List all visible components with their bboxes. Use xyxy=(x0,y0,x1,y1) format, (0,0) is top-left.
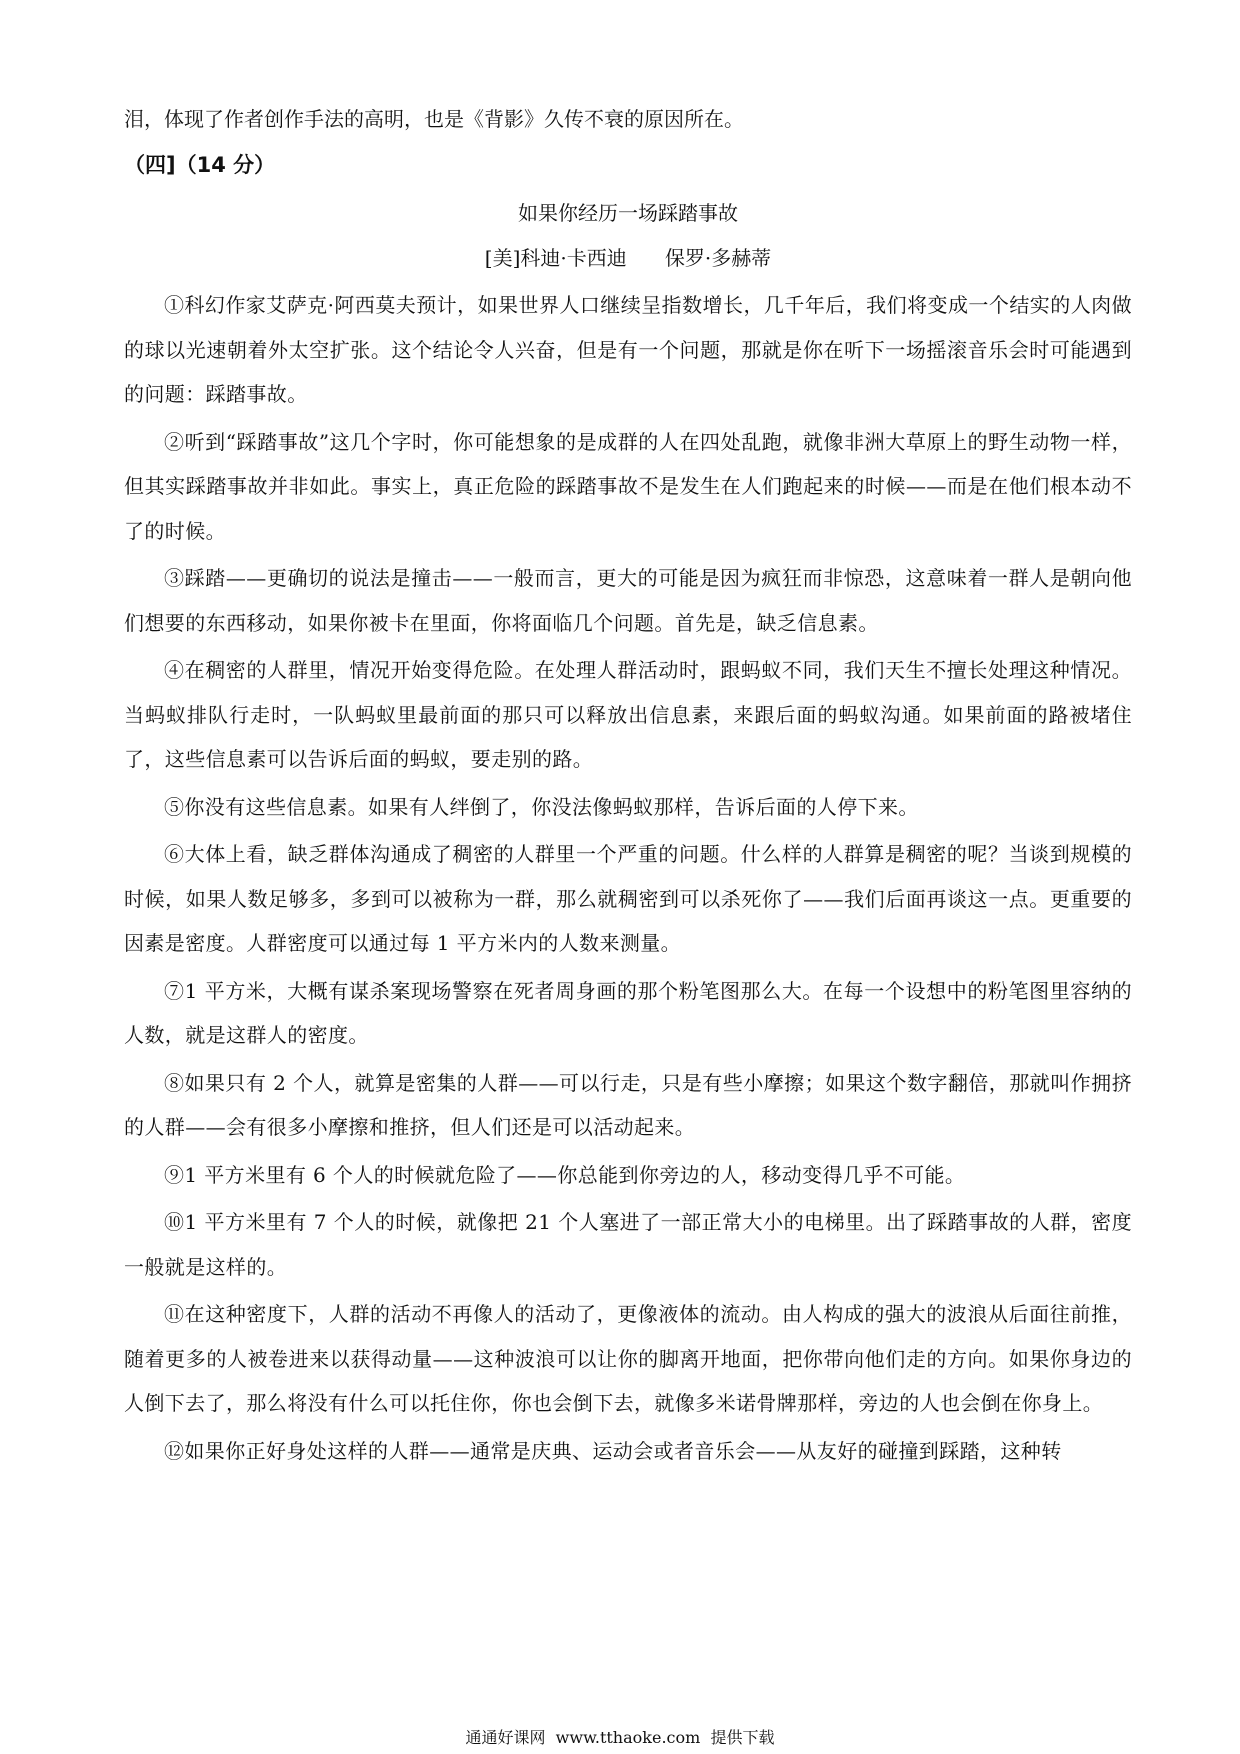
paragraph-5: ⑤你没有这些信息素。如果有人绊倒了，你没法像蚂蚁那样，告诉后面的人停下来。 xyxy=(164,794,919,819)
paragraph-2: ②听到“踩踏事故”这几个字时，你可能想象的是成群的人在四处乱跑，就像非洲大草原上的野生动物一样，但其实踩踏事故并非如此。事实上，真正危险的踩踏事故不是发生在人们跑起来的时候——而是在他们根本动不了的时候。 xyxy=(124,429,1132,543)
article-author: [美]科迪·卡西迪 保罗·多赫蒂 xyxy=(484,246,772,270)
section-heading: （四]（14 分） xyxy=(124,153,276,177)
paragraph-11: ⑪在这种密度下，人群的活动不再像人的活动了，更像液体的流动。由人构成的强大的波浪从后面往前推，随着更多的人被卷进来以获得动量——这种波浪可以让你的脚离开地面，把你带向他们走的方向。如果你身边的人倒下去了，那么将没有什么可以托住你，你也会倒下去，就像多米诺骨牌那样，旁边的人也会倒在你身上。 xyxy=(124,1302,1132,1415)
page-content xyxy=(124,96,1132,1476)
paragraph-12: ⑫如果你正好身处这样的人群——通常是庆典、运动会或者音乐会——从友好的碰撞到踩踏，这种转 xyxy=(164,1438,1062,1463)
continuation-line: 泪，体现了作者创作手法的高明，也是《背影》久传不衰的原因所在。 xyxy=(124,107,744,131)
paragraph-4: ④在稠密的人群里，情况开始变得危险。在处理人群活动时，跟蚂蚁不同，我们天生不擅长处理这种情况。当蚂蚁排队行走时，一队蚂蚁里最前面的那只可以释放出信息素，来跟后面的蚂蚁沟通。如果前面的路被堵住了，这些信息素可以告诉后面的蚂蚁，要走别的路。 xyxy=(124,658,1132,771)
footer-text: 通通好课网 www.tthaoke.com 提供下载 xyxy=(465,1728,775,1747)
paragraph-9: ⑨1 平方米里有 6 个人的时候就危险了——你总能到你旁边的人，移动变得几乎不可能。 xyxy=(164,1162,966,1187)
paragraph-8: ⑧如果只有 2 个人，就算是密集的人群——可以行走，只是有些小摩擦；如果这个数字翻倍，那就叫作拥挤的人群——会有很多小摩擦和推挤，但人们还是可以活动起来。 xyxy=(124,1070,1132,1139)
paragraph-7: ⑦1 平方米，大概有谋杀案现场警察在死者周身画的那个粉笔图那么大。在每一个设想中的粉笔图里容纳的人数，就是这群人的密度。 xyxy=(124,978,1132,1047)
paragraph-6: ⑥大体上看，缺乏群体沟通成了稠密的人群里一个严重的问题。什么样的人群算是稠密的呢？当谈到规模的时候，如果人数足够多，多到可以被称为一群，那么就稠密到可以杀死你了——我们后面再谈这一点。更重要的因素是密度。人群密度可以通过每 1 平方米内的人数来测量。 xyxy=(124,842,1132,955)
paragraph-3: ③踩踏——更确切的说法是撞击——一般而言，更大的可能是因为疯狂而非惊恐，这意味着一群人是朝向他们想要的东西移动，如果你被卡在里面，你将面临几个问题。首先是，缺乏信息素。 xyxy=(124,566,1132,635)
paragraph-1: ①科幻作家艾萨克·阿西莫夫预计，如果世界人口继续呈指数增长，几千年后，我们将变成一个结实的人肉做的球以光速朝着外太空扩张。这个结论令人兴奋，但是有一个问题，那就是你在听下一场摇滚音乐会时可能遇到的问题：踩踏事故。 xyxy=(124,293,1132,406)
paragraph-10: ⑩1 平方米里有 7 个人的时候，就像把 21 个人塞进了一部正常大小的电梯里。出了踩踏事故的人群，密度一般就是这样的。 xyxy=(124,1210,1132,1279)
page-footer xyxy=(0,1728,1240,1748)
article-title: 如果你经历一场踩踏事故 xyxy=(518,201,738,225)
